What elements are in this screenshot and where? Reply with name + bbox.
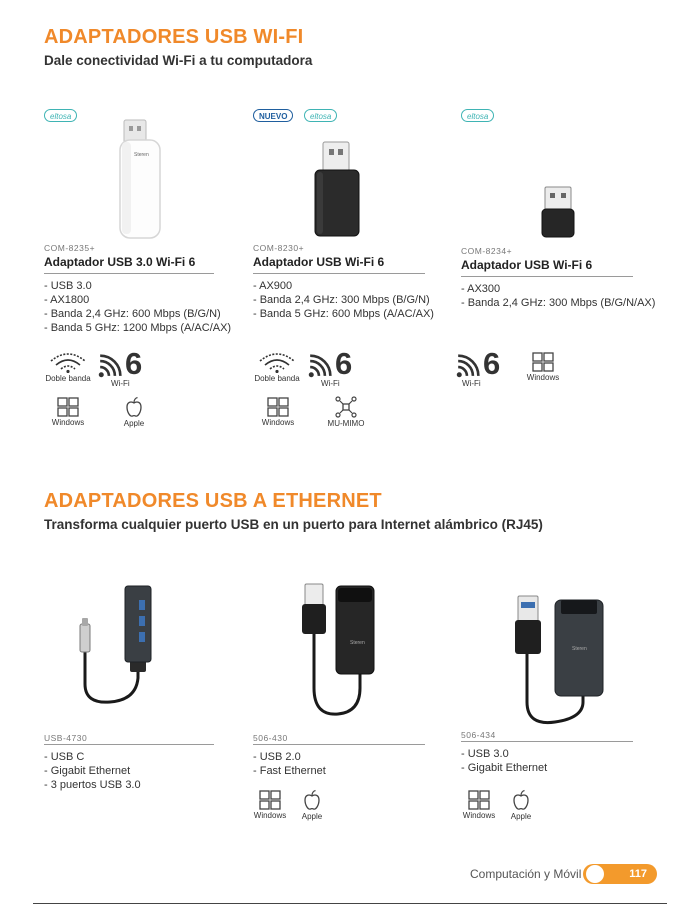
product-code: USB-4730 (44, 733, 88, 743)
feature-dual-band (38, 351, 98, 383)
new-badge: NUEVO (253, 109, 293, 122)
feature-label: Windows (261, 418, 295, 427)
product-code: COM-8234+ (461, 246, 513, 256)
usb-c-hub-image (72, 582, 172, 717)
spec-list (461, 747, 547, 775)
dual-band-wifi-icon (257, 351, 297, 373)
feature-apple (491, 789, 551, 821)
feature-windows (38, 397, 98, 427)
product-name: Adaptador USB Wi-Fi 6 (253, 255, 385, 269)
feature-label: Apple (510, 812, 532, 821)
feature-dual-band (247, 351, 307, 383)
feature-label: Doble banda (254, 374, 300, 383)
section1-title: ADAPTADORES USB WI-FI (44, 26, 304, 48)
spec-item: - USB 3.0 (461, 748, 509, 760)
windows-icon (468, 790, 490, 810)
divider (461, 276, 633, 277)
spec-item: - Gigabit Ethernet (461, 762, 548, 774)
bottom-rule (33, 903, 667, 904)
spec-item: - Banda 5 GHz: 1200 Mbps (A/AC/AX) (44, 322, 232, 334)
spec-list (44, 750, 141, 792)
windows-icon (267, 397, 289, 417)
feature-apple (104, 396, 164, 428)
feature-label: MU-MIMO (327, 419, 365, 428)
section2-subtitle: Transforma cualquier puerto USB en un puerto para Internet alámbrico (RJ45) (44, 517, 543, 532)
wifi6-number: 6 (125, 346, 143, 381)
spec-item: - AX300 (461, 283, 501, 295)
section2-title: ADAPTADORES USB A ETHERNET (44, 490, 382, 512)
product-code: COM-8235+ (44, 243, 96, 253)
page-number: 117 (629, 868, 647, 880)
apple-icon (124, 396, 144, 418)
feature-windows (248, 397, 308, 427)
windows-icon (259, 790, 281, 810)
usb3-ethernet-adapter-image (505, 592, 615, 737)
spec-list (461, 282, 655, 310)
dual-band-wifi-icon (48, 351, 88, 373)
feature-label: Apple (301, 812, 323, 821)
mu-mimo-icon (335, 396, 357, 418)
spec-item: - Banda 2,4 GHz: 300 Mbps (B/G/N/AX) (461, 297, 656, 309)
product-code: COM-8230+ (253, 243, 305, 253)
feature-wifi6 (308, 346, 378, 388)
brand-logo-label: Steren (350, 640, 365, 646)
feature-label: Wi-Fi (111, 379, 130, 388)
usb-wifi-adapter-black-image (310, 140, 366, 245)
spec-item: - USB C (44, 751, 85, 763)
wifi-icon (456, 354, 480, 378)
apple-icon (302, 789, 322, 811)
divider (44, 744, 214, 745)
product-name: Adaptador USB 3.0 Wi-Fi 6 (44, 255, 196, 269)
eltosa-badge: eltosa (304, 109, 337, 122)
feature-windows (513, 352, 573, 382)
eltosa-badge: eltosa (461, 109, 494, 122)
spec-item: - AX1800 (44, 294, 90, 306)
spec-item: - AX900 (253, 280, 293, 292)
spec-item: - USB 3.0 (44, 280, 92, 292)
feature-label: Windows (526, 373, 560, 382)
feature-mu-mimo (316, 396, 376, 428)
divider (461, 741, 633, 742)
spec-list (253, 279, 434, 321)
spec-list (44, 279, 231, 335)
brand-logo-label: Steren (572, 646, 587, 652)
spec-item: - 3 puertos USB 3.0 (44, 779, 141, 791)
wifi-icon (98, 354, 122, 378)
wifi6-number: 6 (483, 346, 501, 381)
spec-item: - Fast Ethernet (253, 765, 326, 777)
windows-icon (532, 352, 554, 372)
section1-subtitle: Dale conectividad Wi-Fi a tu computadora (44, 53, 313, 68)
footer-category: Computación y Móvil (470, 867, 582, 881)
feature-label: Wi-Fi (462, 379, 481, 388)
feature-label: Apple (123, 419, 145, 428)
spec-item: - Banda 2,4 GHz: 300 Mbps (B/G/N) (253, 294, 430, 306)
usb-wifi-adapter-mini-image (538, 185, 578, 246)
feature-label: Windows (51, 418, 85, 427)
spec-list (253, 750, 326, 778)
feature-wifi6 (98, 346, 168, 388)
spec-item: - Gigabit Ethernet (44, 765, 131, 777)
apple-icon (511, 789, 531, 811)
windows-icon (57, 397, 79, 417)
divider (44, 273, 214, 274)
feature-apple (282, 789, 342, 821)
feature-label: Doble banda (45, 374, 91, 383)
eltosa-badge: eltosa (44, 109, 77, 122)
product-code: 506-430 (253, 733, 288, 743)
divider (253, 744, 425, 745)
spec-item: - Banda 5 GHz: 600 Mbps (A/AC/AX) (253, 308, 434, 320)
brand-logo-label: Steren (134, 152, 149, 158)
wifi6-number: 6 (335, 346, 353, 381)
product-name: Adaptador USB Wi-Fi 6 (461, 258, 593, 272)
feature-label: Windows (462, 811, 496, 820)
product-code: 506-434 (461, 730, 496, 740)
spec-item: - Banda 2,4 GHz: 600 Mbps (B/G/N) (44, 308, 221, 320)
feature-label: Windows (253, 811, 287, 820)
divider (253, 273, 425, 274)
wifi-icon (308, 354, 332, 378)
usb2-ethernet-adapter-image (292, 578, 392, 725)
page-tab-icon (585, 864, 605, 884)
usb-wifi-adapter-white-image (100, 116, 170, 247)
spec-item: - USB 2.0 (253, 751, 301, 763)
feature-label: Wi-Fi (321, 379, 340, 388)
